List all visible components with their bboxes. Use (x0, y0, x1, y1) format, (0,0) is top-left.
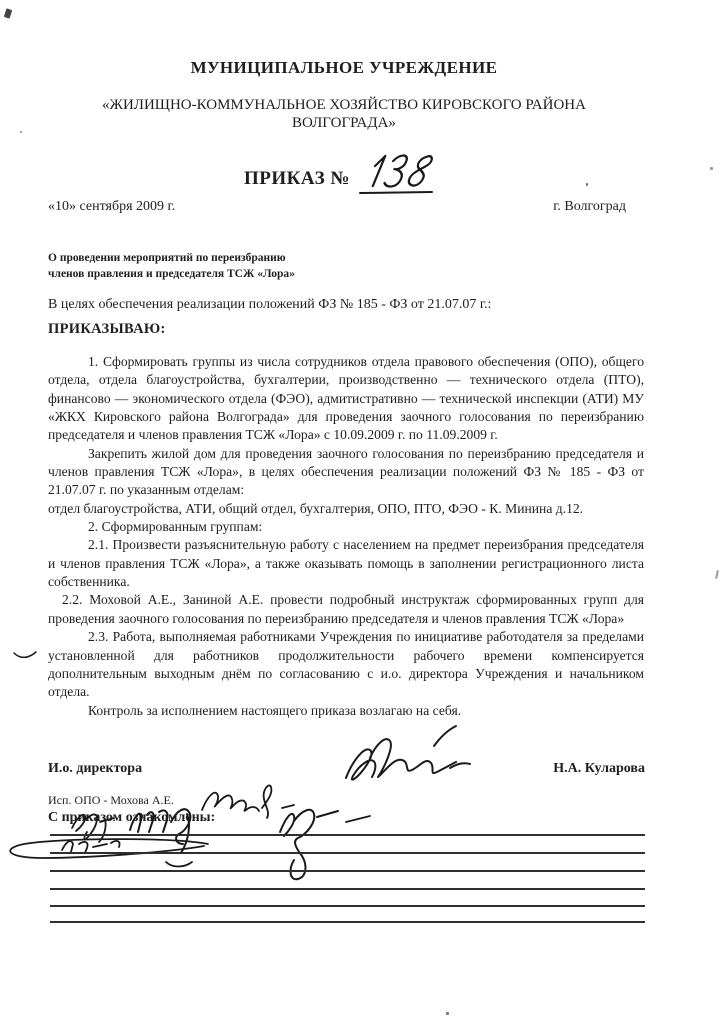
scan-speck (710, 167, 713, 170)
order-paragraph: Закрепить жилой дом для проведения заочного голосования по переизбранию председателя и членов правления ТСЖ «Лора», в целях обеспечения реализации положений ФЗ № 185 - ФЗ от 21.07.07 г. по указанным отделам: (48, 445, 644, 498)
org-name-line2: ВОЛГОГРАДА» (292, 115, 396, 131)
ack-flourish (166, 862, 192, 867)
signature-line (50, 834, 645, 836)
director-signature (330, 722, 490, 794)
handwritten-digit-3 (384, 155, 408, 186)
signature-line (50, 870, 645, 872)
scan-speck (4, 8, 12, 18)
acknowledged-heading: С приказом ознакомлены: (48, 810, 216, 825)
acknowledgment-signatures (0, 800, 400, 900)
signature-line (50, 852, 645, 854)
order-number-underline (360, 192, 432, 193)
ack-signature-1 (72, 814, 114, 842)
director-name: Н.А. Куларова (553, 761, 645, 776)
ack-dash (346, 816, 370, 822)
order-subject-line2: членов правления и председателя ТСЖ «Лора» (48, 267, 295, 280)
signature-line (50, 888, 645, 890)
order-title: ПРИКАЗ № (243, 168, 351, 189)
director-position: И.о. директора (48, 761, 143, 776)
order-date: «10» сентября 2009 г. (48, 199, 176, 214)
ack-signature-2 (130, 809, 190, 853)
resolve-heading: ПРИКАЗЫВАЮ: (48, 321, 166, 337)
order-subject-line1: О проведении мероприятий по переизбранию (48, 252, 286, 264)
order-city: г. Волгоград (553, 199, 626, 214)
order-body (48, 353, 644, 720)
date-city-row (48, 199, 640, 215)
signature-line (50, 905, 645, 907)
org-type-heading: МУНИЦИПАЛЬНОЕ УЧРЕЖДЕНИЕ (190, 58, 498, 77)
order-paragraph: отдел благоустройства, АТИ, общий отдел, бухгалтерия, ОПО, ПТО, ФЭО - К. Минина д.12. (48, 500, 584, 516)
order-paragraph: 2.3. Работа, выполняемая работниками Учреждения по инициативе работодателя за пределами установленной для работников продолжительности рабочего времени компенсируется дополнительным выходным днём по согласованию с и.о. директора Учреждения и начальником отдела. (48, 629, 644, 700)
margin-check-mark (12, 648, 38, 662)
scan-speck (446, 1012, 449, 1015)
scan-speck (20, 131, 22, 133)
handwritten-digit-8 (408, 156, 433, 186)
scan-speck (715, 570, 719, 579)
scan-speck (586, 183, 588, 186)
signature-line (50, 921, 645, 923)
order-subject (48, 251, 388, 282)
order-paragraph: 2. Сформированным группам: (88, 519, 263, 535)
org-name-line1: «ЖИЛИЩНО-КОММУНАЛЬНОЕ ХОЗЯЙСТВО КИРОВСКОГО РАЙОНА (102, 97, 586, 113)
preamble: В целях обеспечения реализации положений ФЗ № 185 - ФЗ от 21.07.07 г.: (48, 297, 492, 312)
order-title-row (48, 150, 640, 194)
ack-signature-4 (280, 810, 338, 879)
order-paragraph: Контроль за исполнением настоящего приказа возлагаю на себя. (88, 702, 462, 718)
handwritten-digit-1 (371, 156, 385, 186)
order-paragraph: 2.1. Произвести разъяснительную работу с населением на предмет переизбрания председателя и членов правления ТСЖ «Лора», а также оказывать помощь в заполнении регистрационного листа собственника. (48, 537, 644, 590)
order-paragraph: 2.2. Моховой А.Е., Заниной А.Е. провести подробный инструктаж сформированных групп для проведения заочного голосования по переизбранию председателя и членов правления ТСЖ «Лора» (48, 592, 644, 626)
org-name (48, 96, 640, 132)
order-paragraph: 1. Сформировать группы из числа сотрудников отдела правового обеспечения (ОПО), общего отдела, отдела благоустройства, бухгалтерии, производственно — технического отдела (ПТО), финансово — экономического отдела (ФЭО), адмитистративно — технической инспекции (АТИ) МУ «ЖКХ Кировского района Волгограда» для проведения заочного голосования по переизбранию председателя и членов правления ТСЖ «Лора» с 10.09.2009 г. по 11.09.2009 г. (48, 354, 644, 443)
executor-line: Исп. ОПО - Мохова А.Е. (48, 793, 174, 807)
order-number-handwritten (360, 150, 444, 194)
